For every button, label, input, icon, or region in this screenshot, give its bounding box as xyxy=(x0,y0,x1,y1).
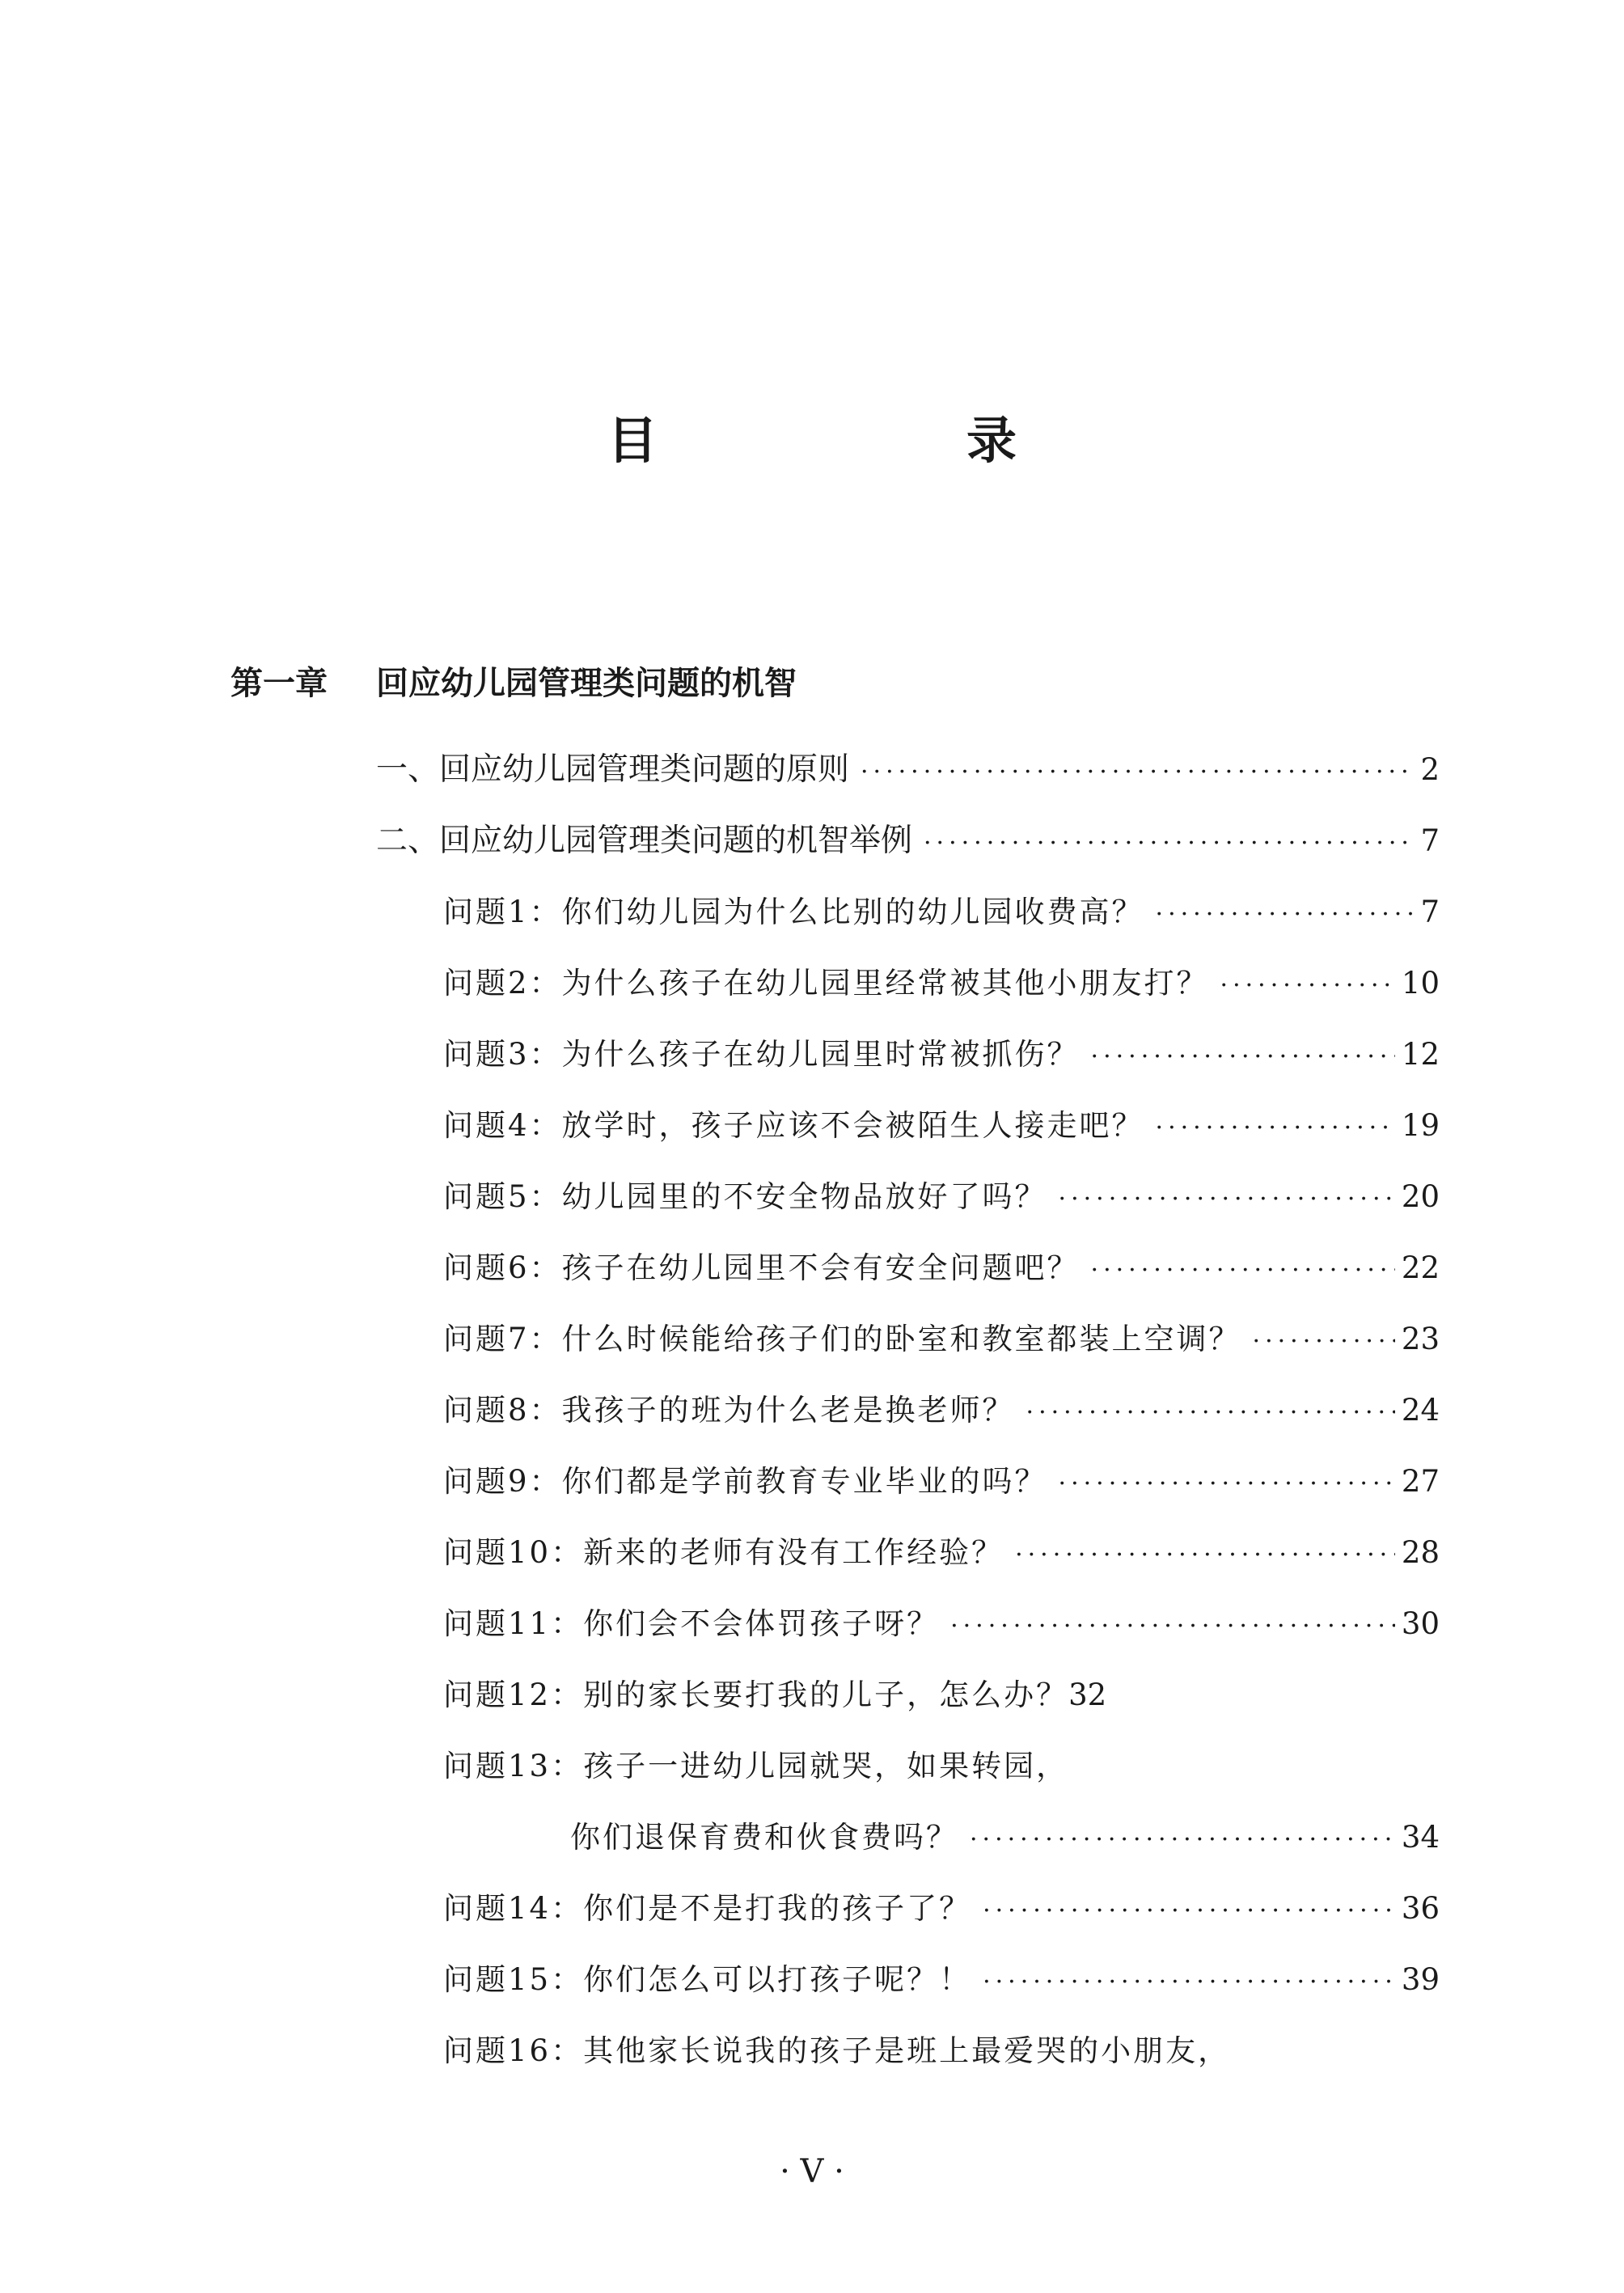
toc-entry-continuation[interactable] xyxy=(570,1813,1440,1864)
toc-entry[interactable] xyxy=(443,1529,1440,1580)
toc-entry-page: 36 xyxy=(1401,1891,1440,1926)
leader-dots xyxy=(1253,1318,1395,1366)
toc-entry-label: 问题16：其他家长说我的孩子是班上最爱哭的小朋友， xyxy=(443,2033,1231,2068)
toc-entry[interactable] xyxy=(443,2027,1440,2075)
toc-entry-page: 30 xyxy=(1401,1606,1440,1641)
toc-entry-page: 7 xyxy=(1420,823,1440,858)
toc-entry[interactable] xyxy=(443,1386,1440,1437)
leader-dots xyxy=(950,1602,1395,1651)
toc-entry-label: 你们退保育费和伙食费吗？ xyxy=(570,1820,958,1855)
chapter-number: 第一章 xyxy=(230,665,328,702)
toc-entry-label: 问题15：你们怎么可以打孩子呢？！ xyxy=(443,1962,972,1997)
toc-entry-label: 一、回应幼儿园管理类问题的原则 xyxy=(376,751,850,788)
leader-dots xyxy=(861,748,1414,797)
toc-entry-label: 问题10：新来的老师有没有工作经验？ xyxy=(443,1535,1004,1570)
toc-entry[interactable] xyxy=(443,1102,1440,1153)
toc-entry-label: 问题9：你们都是学前教育专业毕业的吗？ xyxy=(443,1464,1047,1499)
toc-entry[interactable] xyxy=(443,1600,1440,1651)
toc-entry[interactable] xyxy=(376,746,1440,797)
toc-entry[interactable] xyxy=(443,888,1440,939)
toc-entry-page: 24 xyxy=(1401,1393,1440,1428)
leader-dots xyxy=(1156,891,1415,939)
leader-dots xyxy=(983,1887,1395,1936)
leader-dots xyxy=(983,1958,1395,2007)
toc-entry[interactable] xyxy=(443,1956,1440,2007)
toc-entry-label: 问题4：放学时，孩子应该不会被陌生人接走吧？ xyxy=(443,1108,1144,1143)
toc-entry-page: 10 xyxy=(1401,966,1440,1001)
leader-dots xyxy=(1091,1033,1395,1081)
toc-entry-label: 问题5：幼儿园里的不安全物品放好了吗？ xyxy=(443,1179,1047,1214)
toc-entry-page: 39 xyxy=(1401,1962,1440,1997)
toc-entry-label: 问题13：孩子一进幼儿园就哭，如果转园， xyxy=(443,1749,1069,1783)
toc-entry-page: 19 xyxy=(1401,1108,1440,1143)
toc-entry-label: 问题11：你们会不会体罚孩子呀？ xyxy=(443,1606,940,1641)
toc-entry[interactable] xyxy=(376,817,1440,868)
toc-entry-label: 问题6：孩子在幼儿园里不会有安全问题吧？ xyxy=(443,1250,1080,1285)
leader-dots xyxy=(1156,1104,1395,1153)
leader-dots xyxy=(1026,1389,1395,1437)
leader-dots xyxy=(924,819,1414,868)
toc-entry[interactable] xyxy=(443,1885,1440,1936)
leader-dots xyxy=(1220,962,1395,1010)
toc-entry[interactable] xyxy=(443,1457,1440,1508)
leader-dots xyxy=(970,1816,1395,1864)
leader-dots xyxy=(1059,1460,1395,1508)
toc-entry-page: 23 xyxy=(1401,1322,1440,1356)
toc-entry-page: 32 xyxy=(1068,1677,1107,1712)
toc-entry-label: 问题12：别的家长要打我的儿子，怎么办？ xyxy=(443,1677,1069,1712)
toc-entry[interactable] xyxy=(443,1244,1440,1295)
chapter-title: 回应幼儿园管理类问题的机智 xyxy=(376,665,797,702)
toc-entry-label: 问题3：为什么孩子在幼儿园里时常被抓伤？ xyxy=(443,1037,1080,1072)
toc-entry-page: 12 xyxy=(1401,1037,1440,1072)
toc-entry-label: 二、回应幼儿园管理类问题的机智举例 xyxy=(376,823,913,859)
toc-entry-label: 问题2：为什么孩子在幼儿园里经常被其他小朋友打？ xyxy=(443,966,1209,1001)
toc-entry-label: 问题7：什么时候能给孩子们的卧室和教室都装上空调？ xyxy=(443,1322,1241,1356)
leader-dots xyxy=(1091,1246,1395,1295)
toc-entry-label: 问题14：你们是不是打我的孩子了？ xyxy=(443,1891,972,1926)
toc-entry-page: 2 xyxy=(1420,752,1440,787)
chapter-heading xyxy=(230,659,797,708)
toc-entry[interactable] xyxy=(443,1173,1440,1224)
toc-entry[interactable] xyxy=(443,1671,1440,1720)
leader-dots xyxy=(1059,1175,1395,1224)
toc-entry-page: 28 xyxy=(1401,1535,1440,1570)
toc-entry-label: 问题8：我孩子的班为什么老是换老师？ xyxy=(443,1393,1015,1428)
toc-entry-page: 34 xyxy=(1401,1820,1440,1855)
toc-entry-page: 27 xyxy=(1401,1464,1440,1499)
toc-entry[interactable] xyxy=(443,959,1440,1010)
toc-entry-page: 22 xyxy=(1401,1250,1440,1285)
page-number: · V · xyxy=(780,2153,844,2190)
toc-entry[interactable] xyxy=(443,1742,1440,1791)
leader-dots xyxy=(1015,1531,1395,1580)
page-title: 目 录 xyxy=(607,411,1146,470)
toc-entry-page: 20 xyxy=(1401,1179,1440,1214)
toc-entry[interactable] xyxy=(443,1315,1440,1366)
toc-entry-page: 7 xyxy=(1420,895,1440,929)
toc-entry[interactable] xyxy=(443,1030,1440,1081)
toc-entry-label: 问题1：你们幼儿园为什么比别的幼儿园收费高？ xyxy=(443,895,1144,929)
